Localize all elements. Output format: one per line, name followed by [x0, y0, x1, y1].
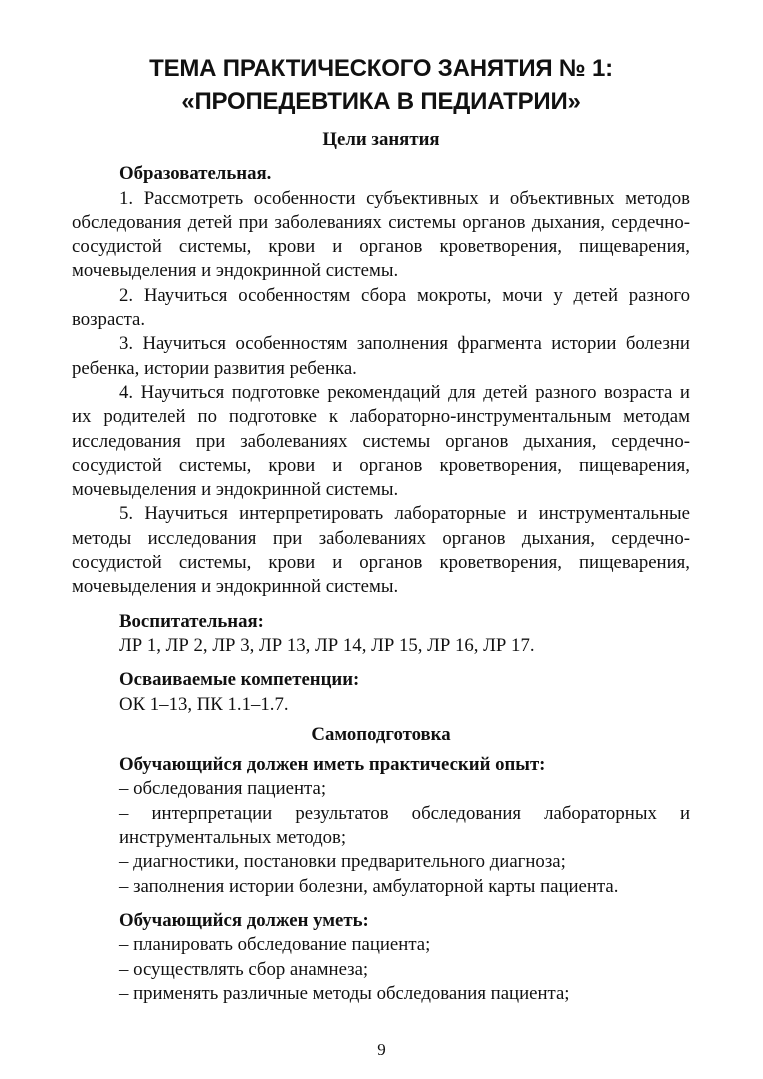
- educational-heading: Образовательная.: [119, 163, 272, 185]
- upbringing-text: ЛР 1, ЛР 2, ЛР 3, ЛР 13, ЛР 14, ЛР 15, ЛР 16, ЛР 17.: [119, 634, 535, 656]
- title-line-1: ТЕМА ПРАКТИЧЕСКОГО ЗАНЯТИЯ № 1:: [149, 55, 613, 82]
- competencies-text: ОК 1–13, ПК 1.1–1.7.: [119, 693, 289, 715]
- skills-item-2: – осуществлять сбор анамнеза;: [119, 958, 369, 980]
- competencies-heading: Осваиваемые компетенции:: [119, 669, 360, 691]
- experience-item-3: – диагностики, постановки предварительного диагноза;: [119, 851, 566, 873]
- skills-item-1: – планировать обследование пациента;: [119, 934, 431, 956]
- experience-item-1: – обследования пациента;: [119, 778, 327, 800]
- page-title: [72, 52, 690, 118]
- skills-heading: Обучающийся должен уметь:: [119, 909, 369, 931]
- page-number: 9: [377, 1040, 386, 1059]
- educational-item-5: 5. Научиться интерпретировать лабораторные и инструментальные методы исследования при заболеваниях органов дыхания, сердечно-сосудистой системы, крови и органов кроветворения, пищеварения, мочевыделения и эндокринной системы.: [72, 503, 690, 598]
- selfprep-heading: Самоподготовка: [311, 723, 451, 745]
- title-line-2: «ПРОПЕДЕВТИКА В ПЕДИАТРИИ»: [181, 88, 581, 115]
- educational-item-1: 1. Рассмотреть особенности субъективных и объективных методов обследования детей при заболеваниях системы органов дыхания, сердечно-сосудистой системы, крови и органов кроветворения, пищеварения, мочевыделения и эндокринной системы.: [72, 187, 690, 282]
- educational-item-3: 3. Научиться особенностям заполнения фрагмента истории болезни ребенка, истории развития ребенка.: [72, 333, 690, 379]
- skills-item-3: – применять различные методы обследования пациента;: [119, 982, 570, 1004]
- experience-heading: Обучающийся должен иметь практический опыт:: [119, 754, 546, 776]
- document-body: [72, 128, 690, 1006]
- educational-item-2: 2. Научиться особенностям сбора мокроты, мочи у детей разного возраста.: [72, 284, 690, 331]
- experience-item-2: – интерпретации результатов обследования лабораторных и инструментальных методов;: [119, 802, 690, 849]
- upbringing-heading: Воспитательная:: [119, 610, 264, 632]
- goals-heading: Цели занятия: [322, 129, 440, 150]
- experience-item-4: – заполнения истории болезни, амбулаторной карты пациента.: [119, 875, 619, 897]
- educational-item-4: 4. Научиться подготовке рекомендаций для детей разного возраста и их родителей по подготовке к лабораторно-инструментальным методам исследования при заболеваниях системы органов дыхания, сердечно-сосудистой системы, крови и органов кроветворения, пищеварения, мочевыделения и эндокринной системы.: [72, 381, 690, 501]
